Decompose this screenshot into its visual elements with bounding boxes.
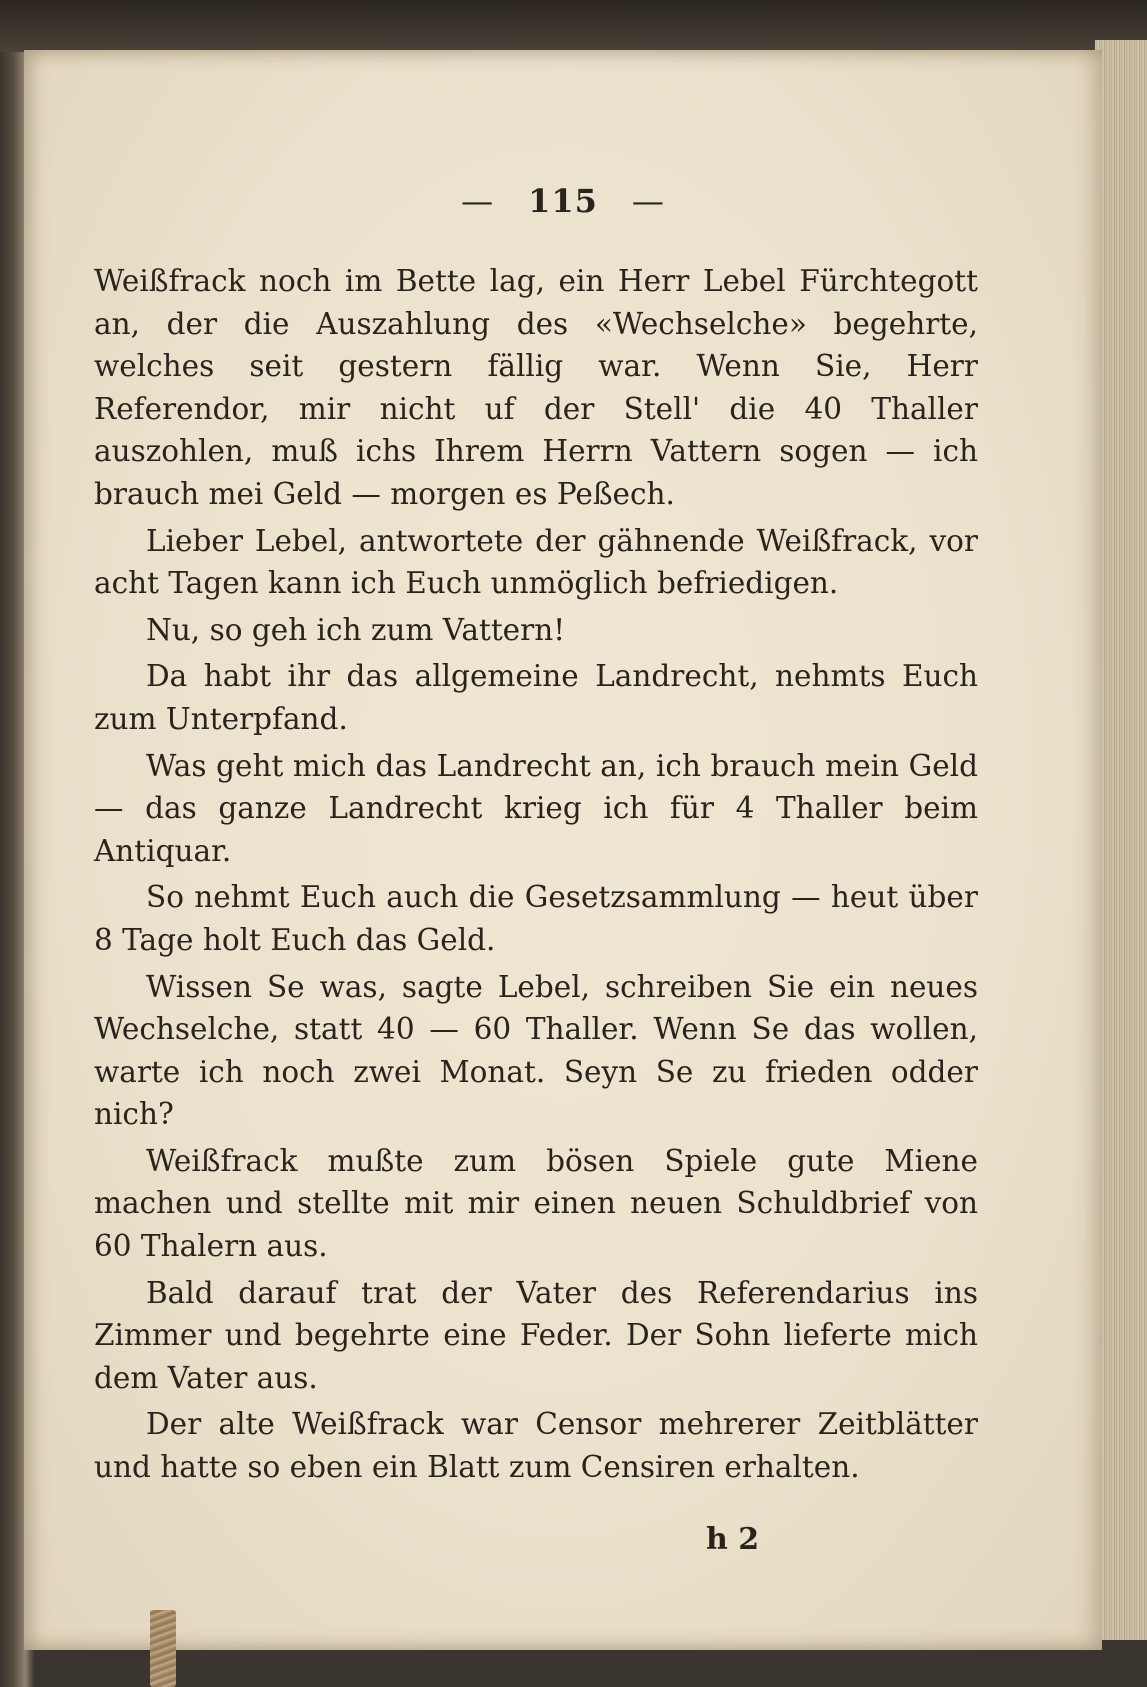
page-header	[24, 182, 1102, 220]
page-number: 115	[528, 182, 598, 220]
paragraph: Was geht mich das Landrecht an, ich brauch mein Geld — das ganze Landrecht krieg ich für 4 Thaller beim Antiquar.	[94, 748, 978, 868]
header-dash-right: —	[631, 182, 665, 220]
signature-mark: h 2	[706, 1522, 760, 1557]
paragraph: Wissen Se was, sagte Lebel, schreiben Sie ein neues Wechselche, statt 40 — 60 Thaller. Wenn Se das wollen, warte ich noch zwei Monat. Seyn Se zu frieden odder nich?	[94, 969, 978, 1132]
paragraph: Lieber Lebel, antwortete der gähnende Weißfrack, vor acht Tagen kann ich Euch unmöglich befriedigen.	[94, 523, 978, 601]
paragraph: So nehmt Euch auch die Gesetzsammlung — heut über 8 Tage holt Euch das Geld.	[94, 880, 978, 957]
bookmark-ribbon	[150, 1610, 176, 1687]
paragraph: Der alte Weißfrack war Censor mehrerer Zeitblätter und hatte so eben ein Blatt zum Censiren erhalten.	[94, 1407, 978, 1485]
paragraph: Weißfrack noch im Bette lag, ein Herr Lebel Fürchtegott an, der die Auszahlung des «Wechselche» begehrte, welches seit gestern fällig war. Wenn Sie, Herr Referendor, mir nicht uf der Stell' die 40 Thaller auszohlen, muß ichs Ihrem Herrn Vattern sogen — ich brauch mei Geld — morgen es Peßech.	[94, 264, 978, 511]
book-cover-top	[0, 0, 1147, 52]
header-dash-left: —	[461, 182, 495, 220]
page-edges	[1095, 40, 1147, 1640]
paragraph: Nu, so geh ich zum Vattern!	[146, 612, 566, 647]
paragraph: Weißfrack mußte zum bösen Spiele gute Miene machen und stellte mit mir einen neuen Schuldbrief von 60 Thalern aus.	[94, 1143, 978, 1264]
body-text	[94, 260, 978, 1493]
book-page	[24, 50, 1102, 1650]
paragraph: Bald darauf trat der Vater des Referendarius ins Zimmer und begehrte eine Feder. Der Sohn lieferte mich dem Vater aus.	[94, 1275, 978, 1395]
paragraph: Da habt ihr das allgemeine Landrecht, nehmts Euch zum Unterpfand.	[94, 659, 978, 736]
